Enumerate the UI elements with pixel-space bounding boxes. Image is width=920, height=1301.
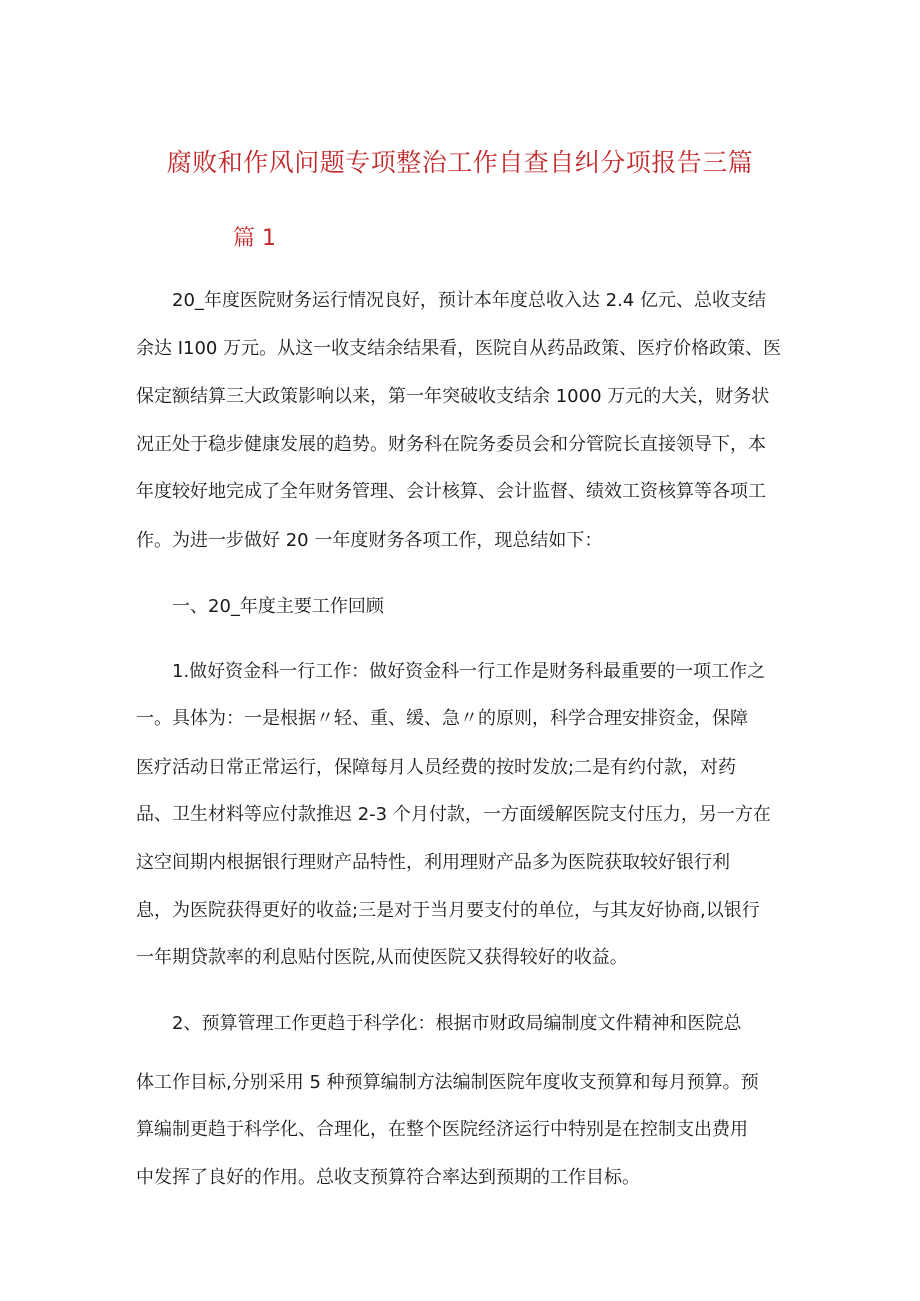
section-label: 篇 1 xyxy=(233,226,276,251)
paragraph-line: 一年期贷款率的利息贴付医院,从而使医院又获得较好的收益。 xyxy=(136,947,628,968)
section-heading: 一、20_年度主要工作回顾 xyxy=(172,596,384,617)
paragraph-line: 中发挥了良好的作用。总收支预算符合率达到预期的工作目标。 xyxy=(136,1167,640,1188)
paragraph-line: 作。为进一步做好 20 一年度财务各项工作，现总结如下： xyxy=(136,530,603,551)
paragraph-line: 1.做好资金科一行工作：做好资金科一行工作是财务科最重要的一项工作之 xyxy=(172,661,766,682)
paragraph-line: 品、卫生材料等应付款推迟 2-3 个月付款，一方面缓解医院支付压力，另一方在 xyxy=(136,804,771,825)
paragraph-line: 况正处于稳步健康发展的趋势。财务科在院务委员会和分管院长直接领导下，本 xyxy=(136,434,766,455)
paragraph-line: 年度较好地完成了全年财务管理、会计核算、会计监督、绩效工资核算等各项工 xyxy=(136,481,766,502)
paragraph-line: 算编制更趋于科学化、合理化，在整个医院经济运行中特别是在控制支出费用 xyxy=(136,1119,748,1140)
paragraph-line: 体工作目标,分别采用 5 种预算编制方法编制医院年度收支预算和每月预算。预 xyxy=(136,1072,759,1093)
paragraph-line: 20_年度医院财务运行情况良好，预计本年度总收入达 2.4 亿元、总收支结 xyxy=(172,290,766,311)
paragraph-line: 医疗活动日常正常运行，保障每月人员经费的按时发放;二是有约付款，对药 xyxy=(136,757,737,778)
paragraph-line: 余达 I100 万元。从这一收支结余结果看，医院自从药品政策、医疗价格政策、医 xyxy=(136,338,782,359)
document-title: 腐败和作风问题专项整治工作自查自纠分项报告三篇 xyxy=(166,148,754,177)
paragraph-line: 保定额结算三大政策影响以来，第一年突破收支结余 1000 万元的大关，财务状 xyxy=(136,386,770,407)
paragraph-line: 息，为医院获得更好的收益;三是对于当月要支付的单位，与其友好协商,以银行 xyxy=(136,900,760,921)
paragraph-line: 一。具体为：一是根据〃轻、重、缓、急〃的原则，科学合理安排资金，保障 xyxy=(136,708,748,729)
paragraph-line: 这空间期内根据银行理财产品特性，利用理财产品多为医院获取较好银行利 xyxy=(136,852,730,873)
paragraph-line: 2、预算管理工作更趋于科学化：根据市财政局编制度文件精神和医院总 xyxy=(172,1013,742,1034)
